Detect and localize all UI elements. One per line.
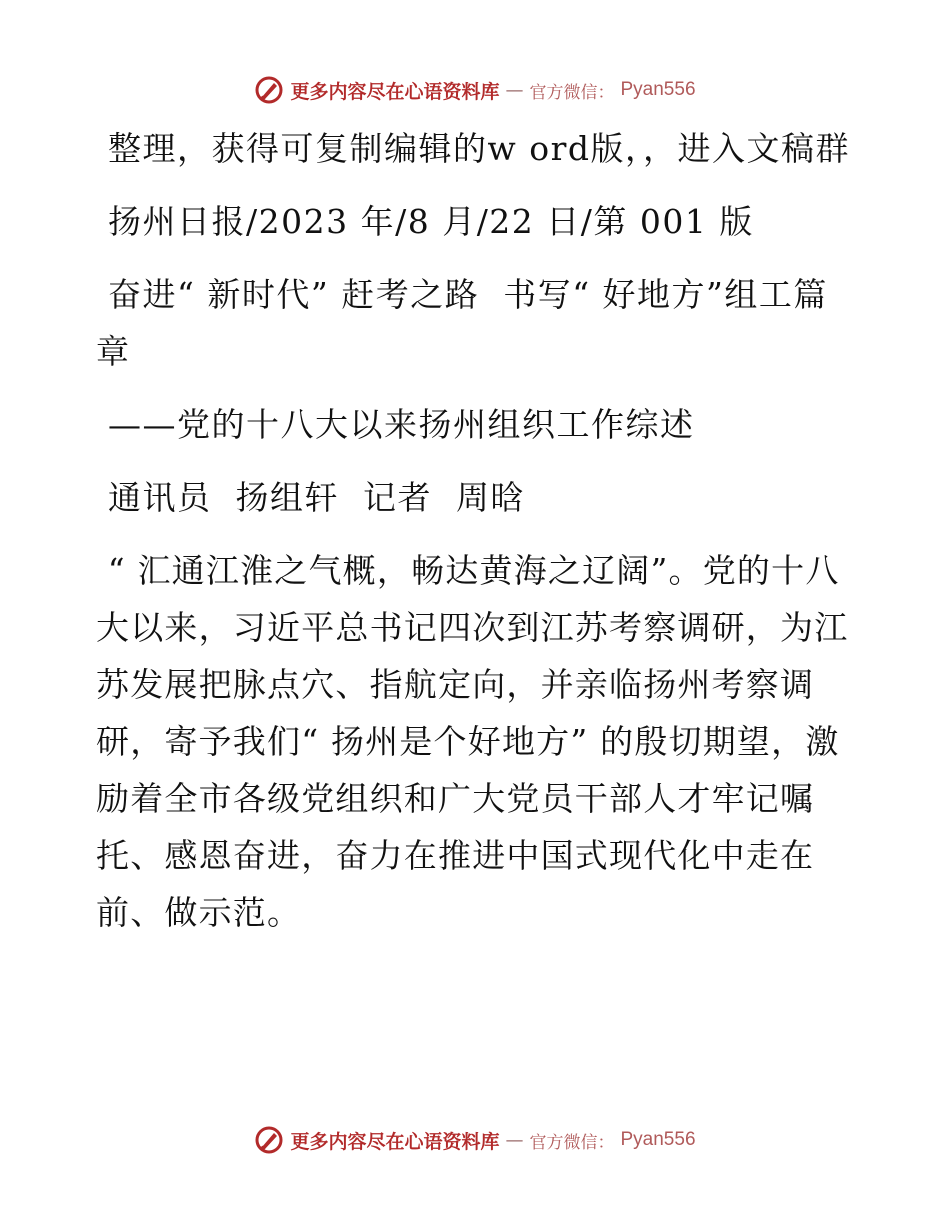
- notice-line: 整理，获得可复制编辑的w ord版，，进入文稿群: [96, 129, 851, 168]
- byline: 通讯员 扬组轩 记者 周晗: [96, 478, 525, 517]
- banner-wechat-id: Pyan556: [620, 79, 696, 100]
- banner-official-label: 官方微信：: [529, 82, 615, 103]
- banner-dash: —: [505, 79, 524, 101]
- body-paragraph: “ 汇通江淮之气概，畅达黄海之辽阔”。党的十八大以来，习近平总书记四次到江苏考察调研，为江苏发展把脉点穴、指航定向，并亲临扬州考察调研，寄予我们“ 扬州是个好地方” 的殷切期望，激励着全市各级党组织和广大党员干部人才牢记嘱托、感恩奋进，奋力在推进中国式现代化中走在前、做示范。: [96, 551, 849, 932]
- banner-dash: —: [505, 1129, 524, 1151]
- subtitle: ——党的十八大以来扬州组织工作综述: [96, 405, 695, 444]
- banner-official-label: 官方微信：: [529, 1132, 615, 1153]
- brush-pen-logo-icon: [254, 75, 284, 105]
- document-body: [96, 120, 856, 957]
- footer-banner: [0, 1120, 950, 1160]
- brush-pen-logo-icon: [254, 1125, 284, 1155]
- source-line: 扬州日报/2023 年/8 月/22 日/第 001 版: [96, 202, 754, 241]
- header-banner: [0, 70, 950, 110]
- banner-wechat-id: Pyan556: [620, 1129, 696, 1150]
- banner-brand-text: 更多内容尽在心语资料库: [290, 1130, 500, 1153]
- banner-brand-text: 更多内容尽在心语资料库: [290, 80, 500, 103]
- headline: 奋进“ 新时代” 赶考之路 书写“ 好地方”组工篇章: [96, 275, 828, 371]
